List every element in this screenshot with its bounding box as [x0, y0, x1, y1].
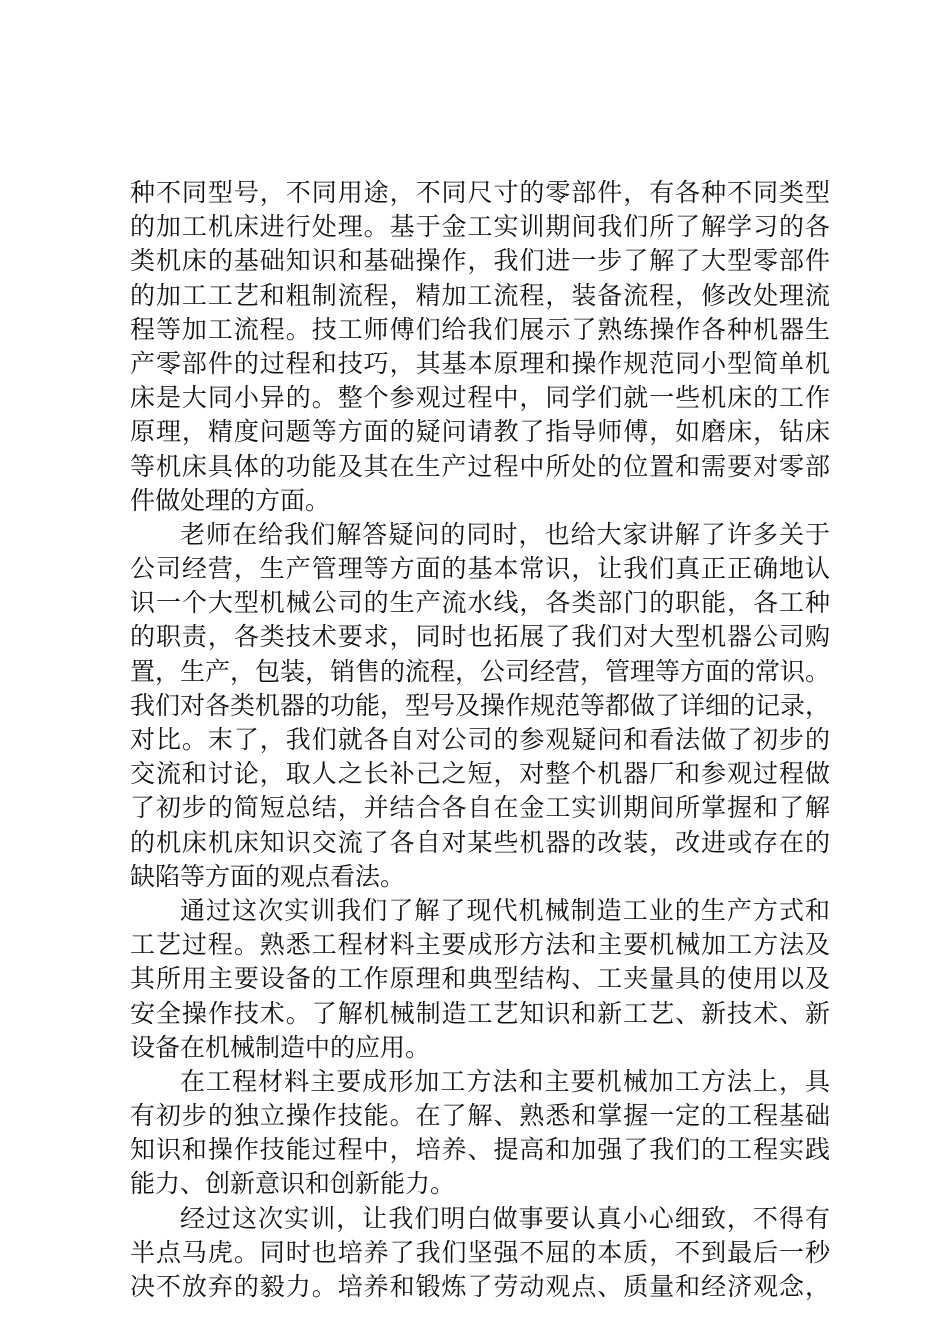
text-line: 通过这次实训我们了解了现代机械制造工业的生产方式和: [180, 895, 830, 925]
paragraph-1: [130, 176, 830, 518]
text-line: 程等加工流程。技工师傅们给我们展示了熟练操作各种机器生: [130, 314, 830, 344]
text-line: 类机床的基础知识和基础操作，我们进一步了解了大型零部件: [130, 246, 830, 276]
text-line: 床是大同小异的。整个参观过程中，同学们就一些机床的工作: [130, 383, 830, 413]
text-line: 产零部件的过程和技巧，其基本原理和操作规范同小型简单机: [130, 348, 830, 378]
text-line: 原理，精度问题等方面的疑问请教了指导师傅，如磨床，钻床: [130, 417, 830, 447]
paragraph-2: [130, 518, 830, 894]
text-line: 的加工工艺和粗制流程，精加工流程，装备流程，修改处理流: [130, 280, 830, 310]
text-line: 设备在机械制造中的应用。: [130, 1032, 431, 1062]
text-line: 经过这次实训，让我们明白做事要认真小心细致，不得有: [180, 1203, 830, 1233]
text-line: 安全操作技术。了解机械制造工艺知识和新工艺、新技术、新: [130, 998, 830, 1028]
text-line: 我们对各类机器的功能，型号及操作规范等都做了详细的记录，: [130, 690, 831, 720]
text-line: 决不放弃的毅力。培养和锻炼了劳动观点、质量和经济观念，: [130, 1272, 830, 1301]
text-line: 半点马虎。同时也培养了我们坚强不屈的本质，不到最后一秒: [130, 1237, 830, 1267]
text-line: 的加工机床进行处理。基于金工实训期间我们所了解学习的各: [130, 212, 830, 242]
text-line: 其所用主要设备的工作原理和典型结构、工夹量具的使用以及: [130, 964, 830, 994]
paragraph-3: [130, 894, 830, 1065]
text-line: 种不同型号，不同用途，不同尺寸的零部件，有各种不同类型: [130, 178, 830, 207]
text-line: 的机床机床知识交流了各自对某些机器的改装，改进或存在的: [130, 827, 830, 857]
text-line: 交流和讨论，取人之长补己之短，对整个机器厂和参观过程做: [130, 759, 830, 789]
text-line: 缺陷等方面的观点看法。: [130, 861, 406, 891]
text-line: 知识和操作技能过程中，培养、提高和加强了我们的工程实践: [130, 1135, 830, 1165]
text-line: 等机床具体的功能及其在生产过程中所处的位置和需要对零部: [130, 451, 830, 481]
text-line: 置，生产，包装，销售的流程，公司经营，管理等方面的常识。: [130, 656, 831, 686]
text-line: 能力、创新意识和创新能力。: [130, 1169, 456, 1199]
text-line: 的职责，各类技术要求，同时也拓展了我们对大型机器公司购: [130, 622, 830, 652]
text-line: 件做处理的方面。: [130, 485, 331, 515]
text-line: 工艺过程。熟悉工程材料主要成形方法和主要机械加工方法及: [130, 930, 830, 960]
document-body: [130, 176, 830, 1304]
text-line: 在工程材料主要成形加工方法和主要机械加工方法上，具: [180, 1066, 830, 1096]
text-line: 识一个大型机械公司的生产流水线，各类部门的职能，各工种: [130, 588, 830, 618]
paragraph-5: [130, 1202, 830, 1305]
text-line: 有初步的独立操作技能。在了解、熟悉和掌握一定的工程基础: [130, 1101, 830, 1131]
paragraph-4: [130, 1065, 830, 1202]
text-line: 对比。末了，我们就各自对公司的参观疑问和看法做了初步的: [130, 725, 830, 754]
text-line: 了初步的简短总结，并结合各自在金工实训期间所掌握和了解: [130, 793, 830, 823]
text-line: 老师在给我们解答疑问的同时，也给大家讲解了许多关于: [180, 519, 830, 549]
text-line: 公司经营，生产管理等方面的基本常识，让我们真正正确地认: [130, 554, 830, 584]
